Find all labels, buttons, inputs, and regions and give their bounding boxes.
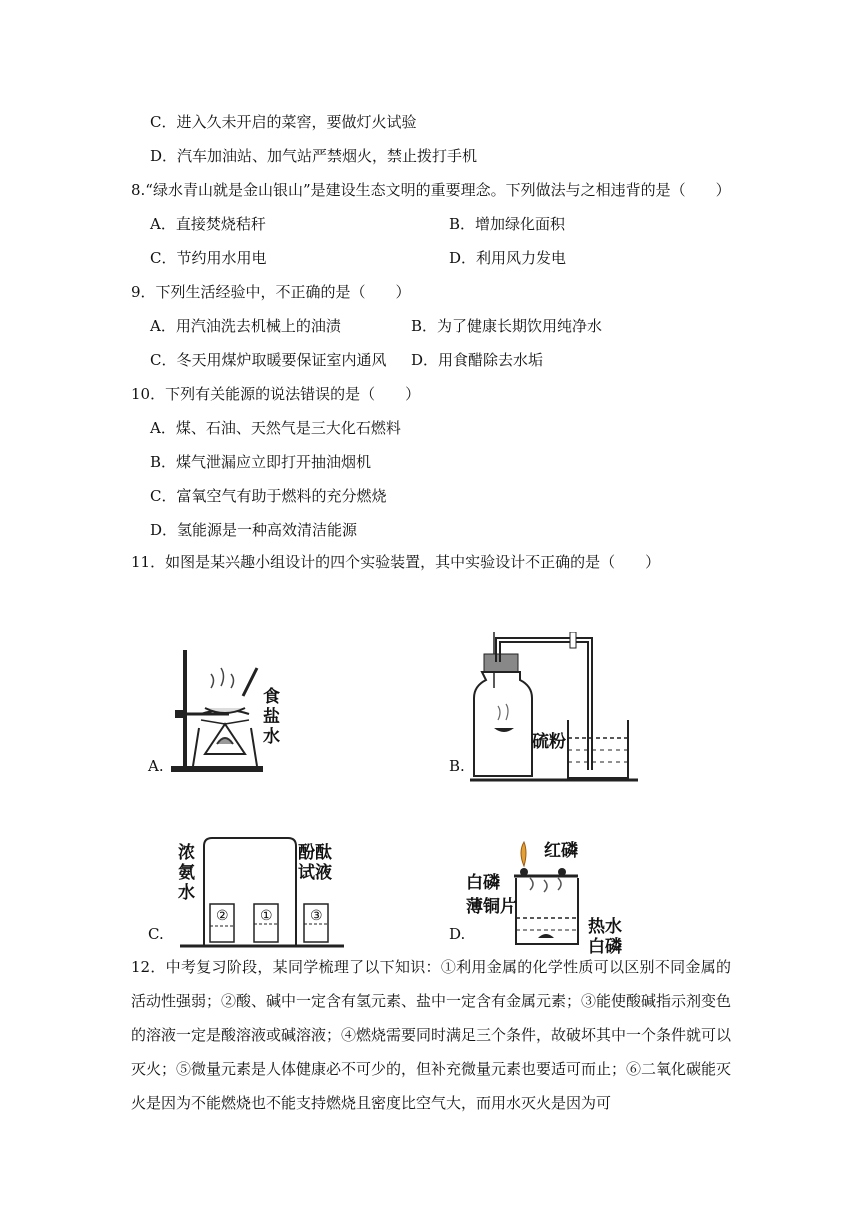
figure-c-left-3: 水 xyxy=(178,883,195,903)
figure-c-left-2: 氨 xyxy=(178,863,195,883)
q10-option-a: A．煤、石油、天然气是三大化石燃料 xyxy=(150,419,401,437)
figure-d-white-phosphorus-2: 白磷 xyxy=(588,937,622,957)
option-d: D．汽车加油站、加气站严禁烟火，禁止拨打手机 xyxy=(150,147,478,165)
figure-a-text-3: 水 xyxy=(263,727,280,747)
q8-option-c: C．节约用水用电 xyxy=(150,249,267,267)
q10-option-b: B．煤气泄漏应立即打开抽油烟机 xyxy=(150,453,372,471)
q10-option-c: C．富氧空气有助于燃料的充分燃烧 xyxy=(150,487,387,505)
q10-option-d: D．氢能源是一种高效清洁能源 xyxy=(150,521,358,539)
figure-b-sulfur xyxy=(470,632,640,782)
q8-option-a: A．直接焚烧秸秆 xyxy=(150,215,266,233)
figure-a-text-1: 食 xyxy=(263,687,280,707)
figure-c-beaker-1: ① xyxy=(260,908,273,924)
figure-c-ammonia xyxy=(176,834,346,950)
q9-option-c: C．冬天用煤炉取暖要保证室内通风 xyxy=(150,351,387,369)
question-8-stem: 8.“绿水青山就是金山银山”是建设生态文明的重要理念。下列做法与之相违背的是（ ） xyxy=(131,181,731,199)
figure-c-right-1: 酚酞 xyxy=(298,843,332,863)
figure-c-right-2: 试液 xyxy=(298,863,332,883)
figure-d-phosphorus xyxy=(466,836,646,957)
figure-b-label: B. xyxy=(449,757,465,775)
figure-d-hot-water: 热水 xyxy=(588,917,622,937)
q8-option-b: B．增加绿化面积 xyxy=(449,215,566,233)
figure-c-left-1: 浓 xyxy=(178,843,195,863)
q9-option-d: D．用食醋除去水垢 xyxy=(411,351,544,369)
question-10-stem: 10．下列有关能源的说法错误的是（ ） xyxy=(131,385,421,403)
figure-a-evaporation xyxy=(165,648,295,778)
question-11-stem: 11．如图是某兴趣小组设计的四个实验装置，其中实验设计不正确的是（ ） xyxy=(131,553,661,571)
figure-d-copper-sheet: 薄铜片 xyxy=(466,897,517,917)
figure-d-white-phosphorus: 白磷 xyxy=(466,873,500,893)
figure-b-text: 硫粉 xyxy=(532,732,566,752)
option-c: C．进入久未开启的菜窖，要做灯火试验 xyxy=(150,113,417,131)
question-12-text: 12．中考复习阶段，某同学梳理了以下知识：①利用金属的化学性质可以区别不同金属的活动性强弱；②酸、碱中一定含有氢元素、盐中一定含有金属元素；③能使酸碱指示剂变色的溶液一定是酸溶液或碱溶液；④燃烧需要同时满足三个条件，故破坏其中一个条件就可以灭火；⑤微量元素是人体健康必不可少的，但补充微量元素也要适可而止；⑥二氧化碳能灭火是因为不能燃烧也不能支持燃烧且密度比空气大，而用水灭火是因为可 xyxy=(131,958,732,1112)
q9-option-b: B．为了健康长期饮用纯净水 xyxy=(411,317,603,335)
q8-option-d: D．利用风力发电 xyxy=(449,249,567,267)
figure-c-label: C. xyxy=(148,925,164,943)
figure-c-beaker-3: ③ xyxy=(310,908,323,924)
figure-a-text-2: 盐 xyxy=(263,707,280,727)
figure-a-label: A. xyxy=(148,757,164,775)
figure-d-label: D. xyxy=(449,925,466,943)
q9-option-a: A．用汽油洗去机械上的油渍 xyxy=(150,317,341,335)
figure-c-beaker-2: ② xyxy=(216,908,229,924)
question-9-stem: 9．下列生活经验中，不正确的是（ ） xyxy=(131,283,411,301)
figure-d-red-phosphorus: 红磷 xyxy=(544,841,578,861)
